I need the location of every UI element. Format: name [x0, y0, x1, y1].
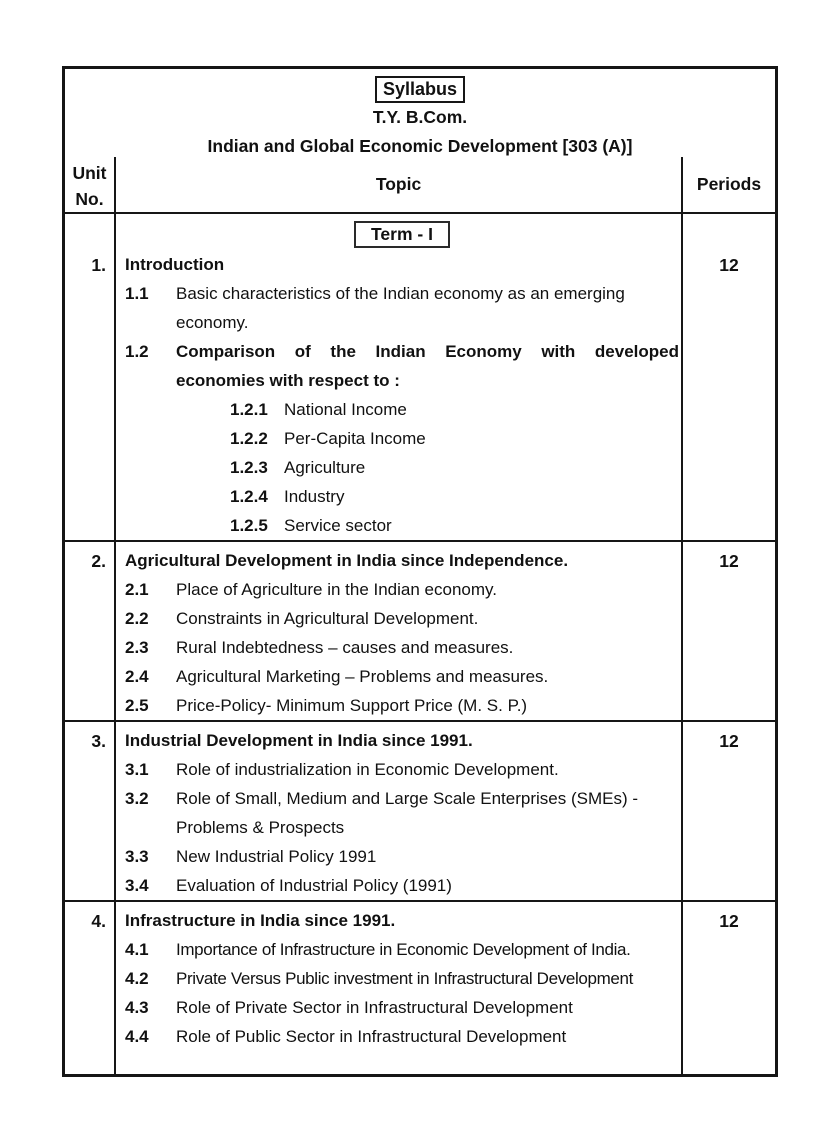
- unit-periods: 12: [681, 214, 775, 540]
- syllabus-item: [125, 279, 679, 337]
- syllabus-item: [125, 993, 679, 1022]
- item-number: 2.5: [125, 696, 149, 715]
- syllabus-item: [125, 784, 679, 842]
- syllabus-item: [230, 424, 679, 453]
- item-number: 1.2.3: [230, 458, 268, 477]
- item-text: Comparison of the Indian Economy with developed economies with respect to :: [176, 342, 679, 390]
- item-number: 1.2.4: [230, 487, 268, 506]
- subject-title: Indian and Global Economic Development [303 (A)]: [207, 136, 633, 156]
- syllabus-item: [125, 1022, 679, 1051]
- item-number: 3.3: [125, 847, 149, 866]
- item-number: 4.4: [125, 1027, 149, 1046]
- item-text: Role of industrialization in Economic Development.: [176, 760, 559, 779]
- unit-title: Industrial Development in India since 1991.: [125, 731, 473, 750]
- syllabus-item: [125, 964, 679, 993]
- syllabus-item: [125, 935, 679, 964]
- item-text: Industry: [284, 487, 345, 506]
- syllabus-item: [125, 337, 679, 395]
- item-number: 2.2: [125, 609, 149, 628]
- item-number: 1.1: [125, 284, 149, 303]
- term-label: Term - I: [354, 221, 450, 248]
- item-number: 1.2.5: [230, 516, 268, 535]
- unit-row-2: [65, 540, 775, 720]
- syllabus-item: [125, 633, 679, 662]
- item-number: 3.2: [125, 789, 149, 808]
- col-header-periods: Periods: [681, 157, 775, 212]
- syllabus-table: [62, 66, 778, 1077]
- syllabus-item: [230, 482, 679, 511]
- item-number: 3.4: [125, 876, 149, 895]
- course-name: T.Y. B.Com.: [372, 107, 468, 127]
- syllabus-item: [125, 575, 679, 604]
- unit-row-3: [65, 720, 775, 900]
- syllabus-item: [230, 511, 679, 540]
- syllabus-item: [230, 395, 679, 424]
- syllabus-item: [125, 662, 679, 691]
- item-number: 4.3: [125, 998, 149, 1017]
- syllabus-item: [125, 842, 679, 871]
- syllabus-item: [125, 755, 679, 784]
- unit-topic-cell: [116, 722, 681, 900]
- unit-periods: 12: [681, 542, 775, 720]
- syllabus-item: [125, 871, 679, 900]
- item-number: 1.2: [125, 342, 149, 361]
- unit-title: Introduction: [125, 255, 225, 274]
- item-text: Agriculture: [284, 458, 366, 477]
- unit-topic-cell: [116, 542, 681, 720]
- unit-topic-cell: [116, 214, 681, 540]
- unit-row-1: [65, 212, 775, 540]
- item-number: 3.1: [125, 760, 149, 779]
- item-text: Price-Policy- Minimum Support Price (M. S. P.): [176, 696, 528, 715]
- item-text: Per-Capita Income: [284, 429, 426, 448]
- unit-number: 4.: [65, 902, 116, 1074]
- item-text: Place of Agriculture in the Indian economy.: [176, 580, 497, 599]
- item-text: Role of Small, Medium and Large Scale Enterprises (SMEs) - Problems & Prospects: [176, 789, 639, 837]
- item-text: Service sector: [284, 516, 392, 535]
- item-text: Agricultural Marketing – Problems and measures.: [176, 667, 549, 686]
- item-text: Basic characteristics of the Indian economy as an emerging economy.: [176, 284, 625, 332]
- unit-number: 3.: [65, 722, 116, 900]
- item-number: 1.2.2: [230, 429, 268, 448]
- item-number: 2.3: [125, 638, 149, 657]
- item-text: National Income: [284, 400, 407, 419]
- unit-number: 1.: [65, 214, 116, 540]
- item-text: Importance of Infrastructure in Economic Development of India.: [176, 940, 631, 959]
- syllabus-item: [125, 604, 679, 633]
- item-number: 2.1: [125, 580, 149, 599]
- item-text: Private Versus Public investment in Infrastructural Development: [176, 969, 633, 988]
- item-text: Role of Private Sector in Infrastructural Development: [176, 998, 573, 1017]
- unit-title: Infrastructure in India since 1991.: [125, 911, 396, 930]
- item-number: 4.2: [125, 969, 149, 988]
- table-header: [65, 69, 775, 157]
- col-header-unit-no: Unit No.: [65, 157, 116, 212]
- unit-row-4: [65, 900, 775, 1074]
- unit-topic-cell: [116, 902, 681, 1074]
- unit-title: Agricultural Development in India since Independence.: [125, 551, 569, 570]
- unit-periods: 12: [681, 722, 775, 900]
- syllabus-box-label: Syllabus: [375, 76, 465, 103]
- item-number: 4.1: [125, 940, 149, 959]
- syllabus-item: [125, 691, 679, 720]
- item-text: New Industrial Policy 1991: [176, 847, 377, 866]
- item-number: 1.2.1: [230, 400, 268, 419]
- item-text: Constraints in Agricultural Development.: [176, 609, 479, 628]
- unit-number: 2.: [65, 542, 116, 720]
- item-text: Evaluation of Industrial Policy (1991): [176, 876, 452, 895]
- column-header-row: [65, 157, 775, 212]
- item-text: Rural Indebtedness – causes and measures.: [176, 638, 514, 657]
- unit-periods: 12: [681, 902, 775, 1074]
- item-text: Role of Public Sector in Infrastructural Development: [176, 1027, 567, 1046]
- col-header-topic: Topic: [375, 174, 422, 194]
- syllabus-item: [230, 453, 679, 482]
- item-number: 2.4: [125, 667, 149, 686]
